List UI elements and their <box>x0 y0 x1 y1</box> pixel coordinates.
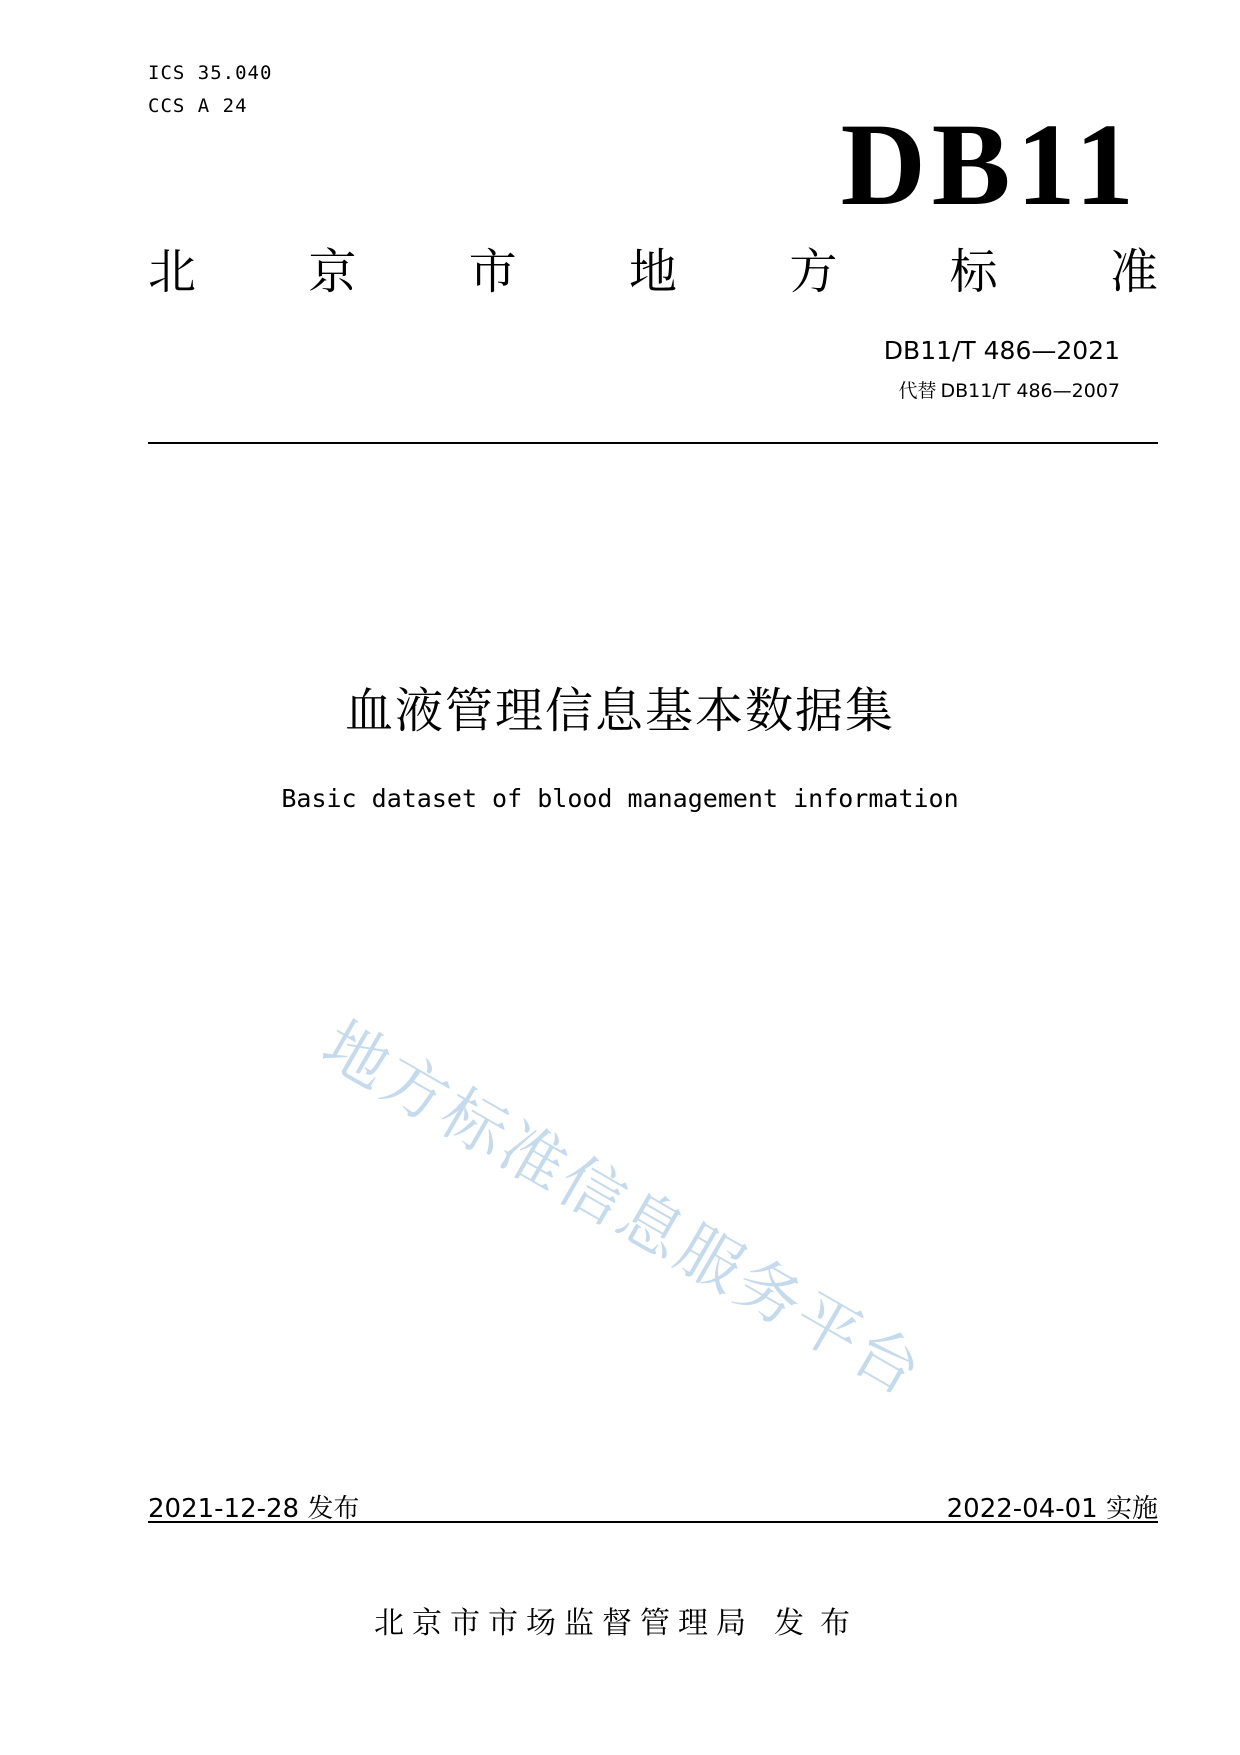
header-divider <box>148 442 1158 444</box>
org-title-char: 方 <box>789 244 838 300</box>
effective-label: 实施 <box>1105 1494 1158 1524</box>
publisher-name: 北京市市场监督管理局 <box>374 1606 754 1641</box>
footer-divider <box>148 1521 1158 1523</box>
issue-date-line <box>148 1488 359 1525</box>
replaces-line <box>898 376 1120 403</box>
issue-date: 2021-12-28 <box>148 1494 300 1524</box>
effective-date: 2022-04-01 <box>946 1494 1098 1524</box>
db11-logo <box>740 108 1140 218</box>
issue-label: 发布 <box>307 1494 360 1524</box>
document-subtitle-english: Basic dataset of blood management information <box>281 784 959 813</box>
standard-category-title <box>148 242 1158 302</box>
watermark-text: 地方标准信息服务平台 <box>310 1007 936 1412</box>
effective-date-line <box>947 1488 1158 1525</box>
ccs-code: CCS A 24 <box>148 95 248 117</box>
org-title-char: 标 <box>949 244 998 300</box>
org-title-char: 北 <box>148 244 197 300</box>
org-title-char: 准 <box>1109 244 1158 300</box>
publisher-action: 发布 <box>774 1606 866 1641</box>
org-title-char: 市 <box>468 244 517 300</box>
org-title-char: 地 <box>628 244 677 300</box>
db11-logo-text: DB11 <box>840 108 1140 218</box>
publisher-line <box>0 1598 1240 1642</box>
standard-number: DB11/T 486—2021 <box>883 336 1120 365</box>
org-title-char: 京 <box>308 244 357 300</box>
replaces-number: DB11/T 486—2007 <box>940 380 1120 402</box>
ics-code: ICS 35.040 <box>148 62 273 84</box>
document-title: 血液管理信息基本数据集 <box>344 683 895 739</box>
replaces-label: 代替 <box>898 380 937 402</box>
